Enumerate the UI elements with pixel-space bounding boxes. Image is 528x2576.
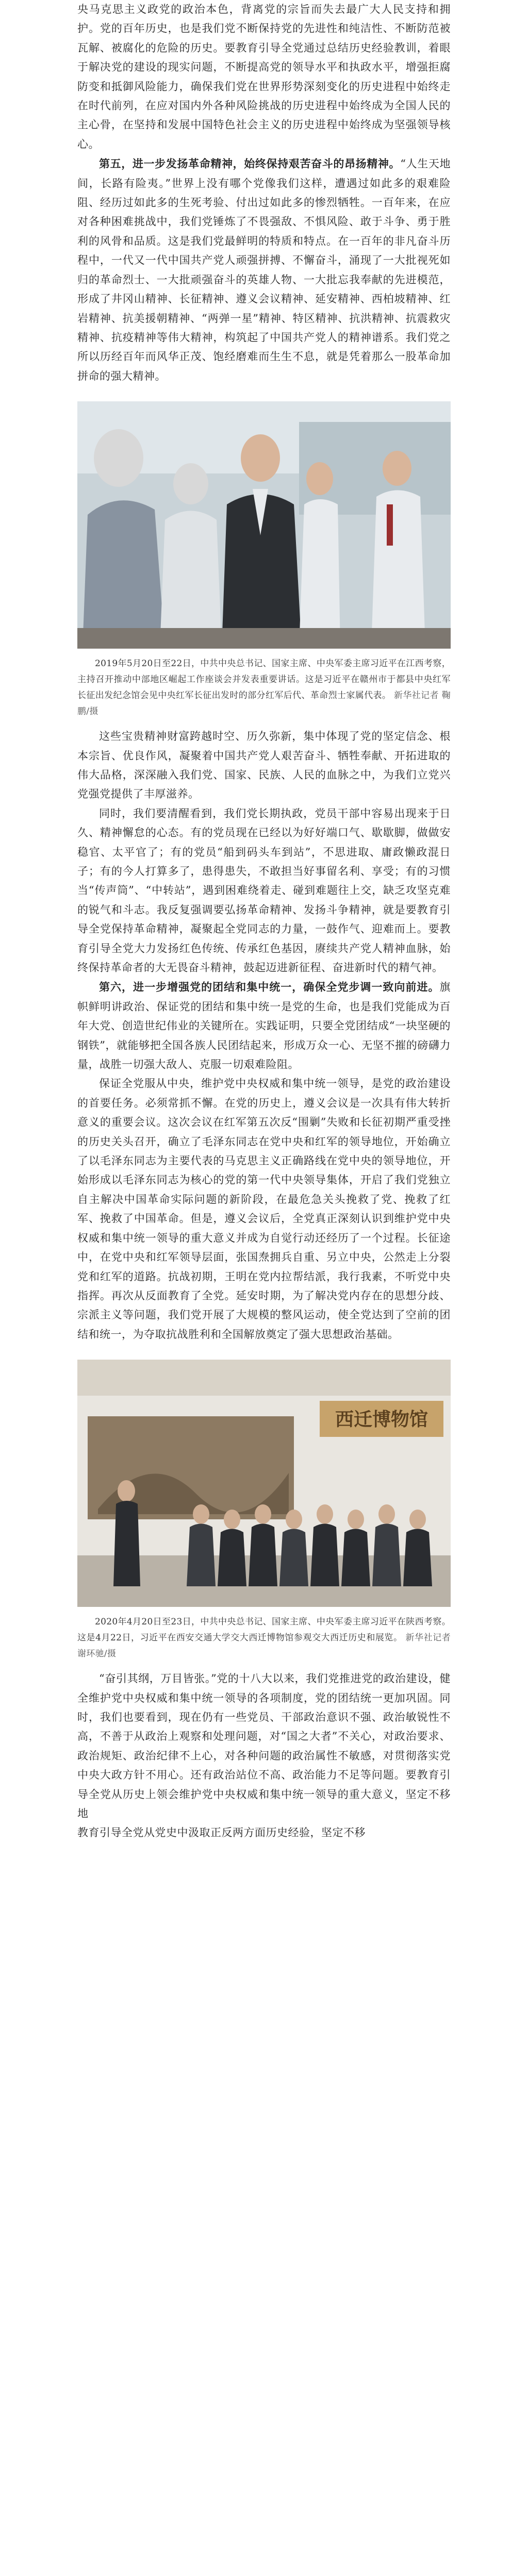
- paragraph-text: 保证全党服从中央，维护党中央权威和集中统一领导，是党的政治建设的首要任务。必须常抓不懈。在党的历史上，遵义会议是一次具有伟大转折意义的重要会议。这次会议在红军第五次反“围剿”失败和长征初期严重受挫的历史关头召开，确立了毛泽东同志在党中央和红军的领导地位，开始确立了以毛泽东同志为主要代表的马克思主义正确路线在党中央的领导地位，开始形成以毛泽东同志为核心的党的第一代中央领导集体，开启了我们党独立自主解决中国革命实际问题的新阶段，在最危急关头挽救了党、挽救了红军、挽救了中国革命。但是，遵义会议后，全党真正深刻认识到维护党中央权威和集中统一领导的重大意义并成为自觉行动还经历了一个过程。长征途中，在党中央和红军领导层面，张国焘拥兵自重、另立中央，公然走上分裂党和红军的道路。抗战初期，王明在党内拉帮结派，我行我素，不听党中央指挥。再次从反面教育了全党。延安时期，为了解决党内存在的思想分歧、宗派主义等问题，我们党开展了大规模的整风运动，使全党达到了空前的团结和统一，为夺取抗战胜利和全国解放奠定了强大思想政治基础。: [77, 1077, 451, 1341]
- paragraph-text: 教育引导全党从党史中汲取正反两方面历史经验，坚定不移: [77, 1826, 366, 1839]
- paragraph: [77, 977, 451, 1074]
- person-group-head: [348, 1510, 364, 1529]
- paragraph-text: “奋引其纲，万目皆张。”党的十八大以来，我们党推进党的政治建设，健全维护党中央权威和集中统一领导的各项制度，党的团结统一更加巩固。同时，我们也要看到，现在仍有一些党员、干部政治意识不强、政治敏锐性不高，不善于从政治上观察和处理问题，对“国之大者”不关心，对政治要求、政治规矩、政治纪律不上心，对各种问题的政治属性不敏感，对贯彻落实党中央大政方针不用心。还有政治站位不高、政治能力不足等问题。要教育引导全党从历史上领会维护党中央权威和集中统一领导的重大意义，坚定不移地: [77, 1672, 451, 1820]
- article-body: [77, 0, 451, 1843]
- person-bg2-body: [371, 490, 425, 649]
- caption-credit: 新华社记者 鞠鹏/摄: [77, 690, 451, 717]
- section-heading: 第六，进一步增强党的团结和集中统一，确保全党步调一致向前进。: [99, 980, 440, 994]
- paragraph-text: 央马克思主义政党的政治本色，背离党的宗旨而失去最广大人民支持和拥护。党的百年历史，也是我们党不断保持党的先进性和纯洁性、不断防范被瓦解、被腐化的危险的历史。要教育引导全党通过总结历史经验教训，着眼于解决党的建设的现实问题，不断提高党的领导水平和执政水平，增强拒腐防变和抵御风险能力，确保我们党在世界形势深刻变化的历史进程中始终走在时代前列，在应对国内外各种风险挑战的历史进程中始终成为全国人民的主心骨，在坚持和发展中国特色社会主义的历史进程中始终成为坚强领导核心。: [77, 3, 451, 150]
- person-group-body: [310, 1524, 339, 1587]
- caption-text: 2019年5月20日至22日，中共中央总书记、国家主席、中央军委主席习近平在江西考察，主持召开推动中部地区崛起工作座谈会并发表重要讲话。这是习近平在赣州市于都县中央红军长征出发纪念馆会见中央红军长征出发时的部分红军后代、革命烈士家属代表。: [77, 658, 451, 701]
- person-group-head: [193, 1504, 209, 1524]
- caption-credit: 新华社记者 谢环驰/摄: [77, 1633, 451, 1659]
- person-center-head: [241, 434, 280, 482]
- person-group-head: [286, 1510, 302, 1529]
- person-group-body: [218, 1529, 246, 1587]
- person-elder-head: [94, 429, 143, 487]
- person-group-head: [378, 1504, 395, 1524]
- photo-ceiling: [77, 1360, 451, 1396]
- photo-caption: [77, 1614, 451, 1662]
- person-group-body: [187, 1524, 216, 1587]
- section-heading: 第五，进一步发扬革命精神，始终保持艰苦奋斗的昂扬精神。: [99, 157, 401, 171]
- person-group-head: [409, 1510, 426, 1529]
- person-elder2-head: [173, 463, 208, 504]
- person-group-body: [249, 1524, 277, 1587]
- paragraph-text: 这些宝贵精神财富跨越时空、历久弥新，集中体现了党的坚定信念、根本宗旨、优良作风，凝聚着中国共产党人艰苦奋斗、牺牲奉献、开拓进取的伟大品格，深深融入我们党、国家、民族、人民的血脉之中，为我们立党兴党强党提供了丰厚滋养。: [77, 730, 451, 801]
- caption-text: 2020年4月20日至23日，中共中央总书记、国家主席、中央军委主席习近平在陕西考察。这是4月22日，习近平在西安交通大学交大西迁博物馆参观交大西迁历史和展览。: [77, 1617, 451, 1643]
- photo-sign-text: 西迁博物馆: [335, 1409, 428, 1431]
- person-leader-head: [118, 1480, 135, 1502]
- person-group-body: [372, 1524, 401, 1587]
- paragraph: [77, 1823, 451, 1842]
- photo-jiangxi-visit: [77, 401, 451, 649]
- person-group-body: [403, 1529, 432, 1587]
- paragraph-text: “人生天地间，长路有险夷。”世界上没有哪个党像我们这样，遭遇过如此多的艰难险阻、经历过如此多的生死考验、付出过如此多的惨烈牺牲。一百年来，在应对各种困难挑战中，我们党锤炼了不畏强敌、不惧风险、敢于斗争、勇于胜利的风骨和品质。这是我们党最鲜明的特质和特点。在一百年的非凡奋斗历程中，一代又一代中国共产党人顽强拼搏、不懈奋斗，涌现了一大批视死如归的革命烈士、一大批顽强奋斗的英雄人物、一大批忘我奉献的先进模范，形成了井冈山精神、长征精神、遵义会议精神、延安精神、西柏坡精神、红岩精神、抗美援朝精神、“两弹一星”精神、特区精神、抗洪精神、抗震救灾精神、抗疫精神等伟大精神，构筑起了中国共产党人的精神谱系。我们党之所以历经百年而风华正茂、饱经磨难而生生不息，就是凭着那么一股革命加拼命的强大精神。: [77, 158, 451, 382]
- photo-floor: [77, 628, 451, 649]
- photo-anhui-museum: [77, 1360, 451, 1607]
- person-group-head: [255, 1504, 271, 1524]
- person-bg1-head: [306, 462, 333, 495]
- paragraph: [77, 1669, 451, 1823]
- person-bg2-head: [383, 451, 411, 486]
- paragraph: [77, 1074, 451, 1344]
- person-group-head: [224, 1510, 240, 1529]
- paragraph: [77, 727, 451, 804]
- paragraph-text: 同时，我们要清醒看到，我们党长期执政，党员干部中容易出现来于日久、精神懈怠的心态。有的党员现在已经以为好好端口气、歇歇脚，做做安稳官、太平官了；有的党员“船到码头车到站”，不思进取、庸政懒政混日子；有的今人打算多了，患得患失，不敢担当好事留名利、享受；有的习惯当“传声筒”、“中转站”，遇到困难绕着走、碰到难题往上交，缺乏攻坚克难的锐气和斗志。我反复强调要弘扬革命精神、发扬斗争精神，就是要教育引导全党保持革命精神，凝聚起全党同志的力量，一鼓作气、迎难而上。要教育引导全党大力发扬红色传统、传承红色基因，赓续共产党人精神血脉，始终保持革命者的大无畏奋斗精神，鼓起迈进新征程、奋进新时代的精气神。: [77, 807, 451, 974]
- paragraph: [77, 0, 451, 154]
- person-group-head: [317, 1504, 333, 1524]
- person-elder2-body: [160, 511, 222, 649]
- person-bg1-body: [299, 499, 340, 649]
- person-elder-body: [82, 500, 165, 649]
- paragraph: [77, 804, 451, 978]
- person-bg2-tie: [387, 504, 393, 546]
- person-group-body: [341, 1529, 370, 1587]
- person-leader-body: [113, 1501, 140, 1586]
- person-group-body: [279, 1529, 308, 1587]
- paragraph-text: 旗帜鲜明讲政治、保证党的团结和集中统一是党的生命，也是我们党能成为百年大党、创造世纪伟业的关键所在。实践证明，只要全党团结成“一块坚硬的钢铁”，就能够把全国各族人民团结起来，形成万众一心、无坚不摧的磅礴力量，战胜一切强大敌人、克服一切艰难险阻。: [77, 981, 451, 1071]
- photo-museum-svg: [77, 1360, 451, 1607]
- paragraph: [77, 154, 451, 386]
- photo-caption: [77, 656, 451, 720]
- photo-jiangxi-svg: [77, 401, 451, 649]
